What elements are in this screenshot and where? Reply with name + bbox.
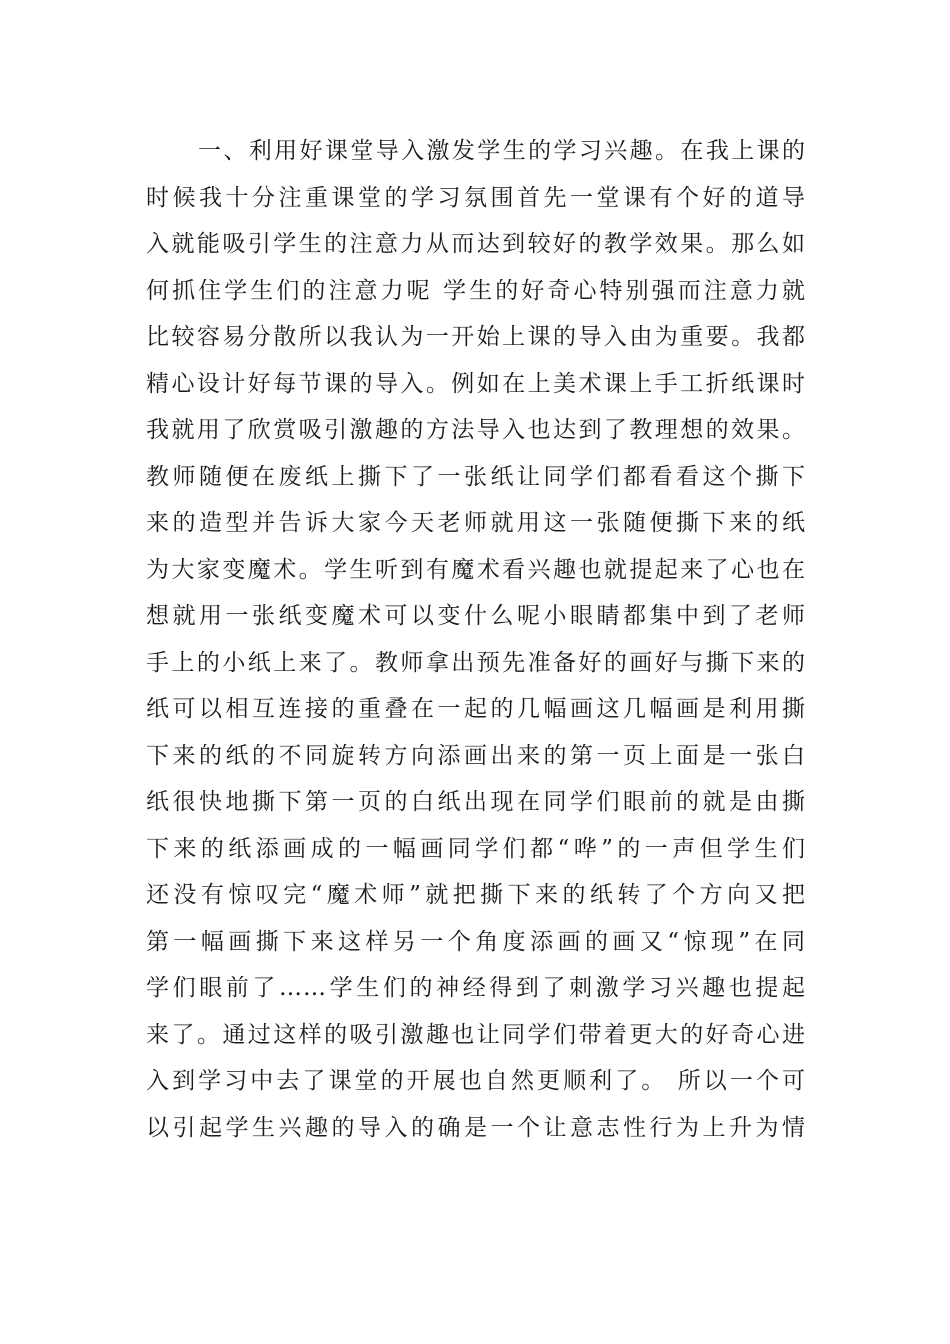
paragraph-line: 时候我十分注重课堂的学习氛围首先一堂课有个好的道导 bbox=[146, 184, 806, 211]
paragraph-line: 精心设计好每节课的导入。例如在上美术课上手工折纸课时 bbox=[146, 370, 806, 397]
paragraph-line: 想就用一张纸变魔术可以变什么呢小眼睛都集中到了老师 bbox=[146, 603, 806, 629]
paragraph-line: 手上的小纸上来了。教师拿出预先准备好的画好与撕下来的 bbox=[146, 649, 806, 676]
paragraph-line: 以引起学生兴趣的导入的确是一个让意志性行为上升为情 bbox=[146, 1114, 806, 1141]
paragraph-line: 入就能吸引学生的注意力从而达到较好的教学效果。那么如 bbox=[146, 231, 806, 257]
paragraph-line: 为大家变魔术。学生听到有魔术看兴趣也就提起来了心也在 bbox=[146, 556, 806, 583]
paragraph-line: 第一幅画撕下来这样另一个角度添画的画又“惊现”在同 bbox=[146, 928, 806, 955]
paragraph-line: 纸可以相互连接的重叠在一起的几幅画这几幅画是利用撕 bbox=[146, 696, 806, 722]
paragraph-line: 下来的纸添画成的一幅画同学们都“哗”的一声但学生们 bbox=[146, 835, 806, 862]
paragraph-line: 何抓住学生们的注意力呢 学生的好奇心特别强而注意力就 bbox=[146, 277, 806, 304]
paragraph-line: 一、利用好课堂导入激发学生的学习兴趣。在我上课的 bbox=[198, 138, 806, 164]
paragraph-line: 下来的纸的不同旋转方向添画出来的第一页上面是一张白 bbox=[146, 742, 806, 769]
paragraph-line: 来了。通过这样的吸引激趣也让同学们带着更大的好奇心进 bbox=[146, 1021, 806, 1048]
paragraph-line: 还没有惊叹完“魔术师”就把撕下来的纸转了个方向又把 bbox=[146, 882, 806, 908]
paragraph-line: 比较容易分散所以我认为一开始上课的导入由为重要。我都 bbox=[146, 324, 806, 350]
paragraph-line: 我就用了欣赏吸引激趣的方法导入也达到了教理想的效果。 bbox=[146, 417, 806, 443]
paragraph-line: 教师随便在废纸上撕下了一张纸让同学们都看看这个撕下 bbox=[146, 463, 806, 490]
document-body bbox=[146, 128, 806, 1151]
paragraph-line: 来的造型并告诉大家今天老师就用这一张随便撕下来的纸 bbox=[146, 510, 806, 536]
paragraph-line: 入到学习中去了课堂的开展也自然更顺利了。 所以一个可 bbox=[146, 1068, 806, 1094]
paragraph-line: 纸很快地撕下第一页的白纸出现在同学们眼前的就是由撕 bbox=[146, 789, 806, 815]
paragraph-line: 学们眼前了……学生们的神经得到了刺激学习兴趣也提起 bbox=[146, 975, 806, 1001]
